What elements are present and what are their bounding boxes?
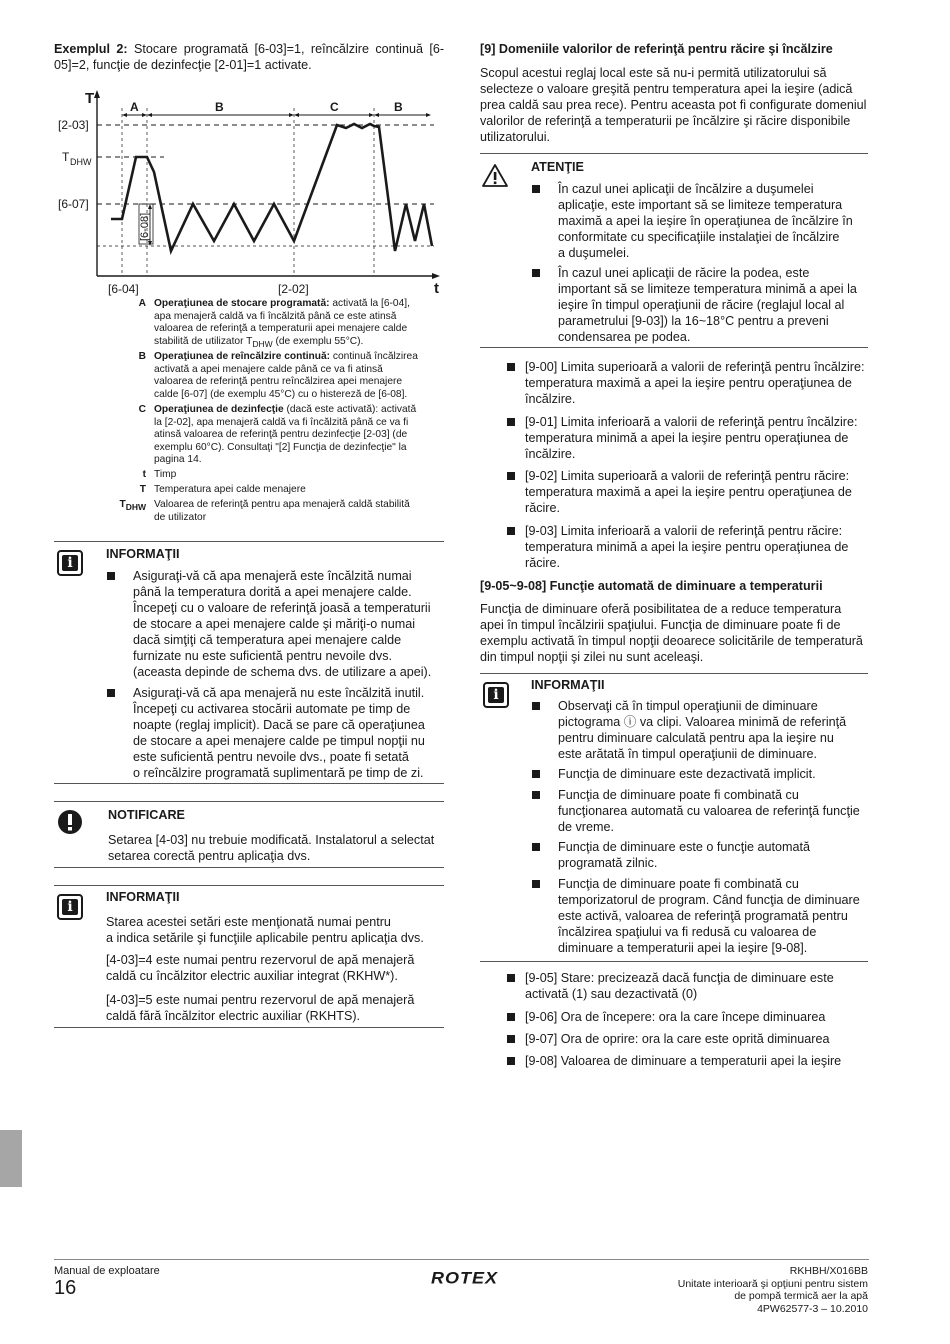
legend-key-tdhw: $T_{DHW}$ xyxy=(119,499,146,513)
section-9-05-intro: Funcţia de diminuare oferă posibilitatea de a reduce temperatura apei în timpul încălzirii spaţiului. Funcţia de diminuare poate fi de exemplu activată în timpul nopţii deoarece solicitările de temperatură din timpul nopţii şi zilei nu sunt aceleaşi. xyxy=(480,602,863,664)
legend-key-b: B xyxy=(138,351,146,362)
info3-bullet-5: Funcţia de diminuare poate fi combinată cu temporizatorul de program. Când funcţia de diminuare este activă, valoarea de referinţă programată pentru încălzirea spaţiului va fi redusă cu valoarea de diminuare a temperaturii apei la ieşire [9-08]. xyxy=(558,877,860,955)
section-9-05-heading: [9-05~9-08] Funcţie automată de diminuare a temperaturii xyxy=(480,579,823,593)
info2-paragraph-3: [4-03]=5 este numai pentru rezervorul de apă menajeră caldă fără încălzitor electric auxiliar (RKHTS). xyxy=(106,993,415,1023)
setting-9-05: [9-05] Stare: precizează dacă funcţia de diminuare este activată (1) sau dezactivată (0) xyxy=(525,971,834,1001)
label-6-07: [6-07] xyxy=(58,197,89,211)
info3-bullet-2: Funcţia de diminuare este dezactivată implicit. xyxy=(558,767,816,781)
limit-9-02: [9-02] Limita superioară a valorii de referinţă pentru răcire: temperatura maximă a apei la ieşire pentru operaţiunea de răcire. xyxy=(525,469,852,515)
example-label: Exemplul 2: xyxy=(54,42,128,56)
info3-bullet-1: Observaţi că în timpul operaţiunii de diminuare pictograma ⓘ va clipi. Valoarea minimă de referinţă pentru diminuare calculată pentru apa la ieşire nu este arătată în timpul operaţiunii de diminuare. xyxy=(558,699,847,761)
limit-9-00: [9-00] Limita superioară a valorii de referinţă pentru încălzire: temperatura maximă a apei la ieşire pentru operaţiunea de încălzire. xyxy=(525,360,865,406)
label-6-08: [6-08] xyxy=(139,212,151,241)
caution-bullet-2: În cazul unei aplicaţii de răcire la podea, este important să se limiteze temperatura minimă a apei la ieşire în timpul operaţiunii de răcire (reglajul local al parametrului [9-03]) la 16~18°C pentru a preveni condensarea pe podea. xyxy=(558,266,857,344)
example-paragraph xyxy=(54,41,444,73)
segment-c: C xyxy=(330,100,339,114)
notice-title: NOTIFICARE xyxy=(108,808,185,822)
info2-paragraph-2: [4-03]=4 este numai pentru rezervorul de apă menajeră caldă cu încălzitor electric auxiliar integrat (RKHW*). xyxy=(106,953,415,983)
legend-item-c: Operaţiunea de dezinfecţie (dacă este activată): activată la [2-02], apa menajeră caldă va fi încălzită până ce va fi atinsă valoarea de referinţă pentru dezinfecţie [2-03] (de exemplu 60°C). Consultaţi "[2] Funcţia de dezinfecţie" la pagina 14. xyxy=(154,404,417,466)
example-text: Stocare programată [6-03]=1, reîncălzire continuă [6-05]=2, funcţie de dezinfecţie [2-01]=1 activate. xyxy=(54,42,445,72)
info1-title: INFORMAŢII xyxy=(106,547,180,561)
setting-9-08: [9-08] Valoarea de diminuare a temperaturii apei la ieşire xyxy=(525,1054,842,1068)
diagram-legend xyxy=(112,298,452,526)
section-9-intro: Scopul acestui reglaj local este să nu-i permită utilizatorului să selecteze o valoare greşită pentru temperatura apei la ieşire (adică prea caldă sau prea rece). Pentru aceasta pot fi configurate domeniul valorilor de referinţă a temperaturii pe încălzire şi răcire disponibile utilizatorului. xyxy=(480,66,867,144)
info-icon: i xyxy=(57,894,83,920)
info3-bullet-4: Funcţia de diminuare este o funcţie automată programată zilnic. xyxy=(558,840,811,870)
limit-9-03: [9-03] Limita inferioară a valorii de referinţă pentru răcire: temperatura minimă a apei la ieşire pentru operaţiunea de răcire. xyxy=(525,524,849,570)
rotex-logo: ROTEX xyxy=(431,1269,499,1288)
segment-b2: B xyxy=(394,100,403,114)
section-9-heading: [9] Domeniile valorilor de referinţă pentru răcire şi încălzire xyxy=(480,42,833,56)
footer-right: RKHBH/X016BB Unitate interioară şi opţiuni pentru sistem de pompă termică aer la apă 4PW62577-3 – 10.2010 xyxy=(677,1265,868,1315)
info3-bullet-3: Funcţia de diminuare poate fi combinată cu funcţionarea automată cu valoarea de referinţă funcţie de vreme. xyxy=(558,788,860,834)
setting-9-06: [9-06] Ora de începere: ora la care începe diminuarea xyxy=(525,1010,826,1024)
info2-paragraph-1: Starea acestei setări este menţionată numai pentru a indica setările şi funcţiile aplicabile pentru aplicaţia dvs. xyxy=(106,915,424,945)
temperature-curve xyxy=(111,124,432,251)
caution-triangle-icon xyxy=(481,163,509,188)
legend-item-b: Operaţiunea de reîncălzire continuă: continuă încălzirea activată a apei menajere calde până ce va fi atinsă valoarea de referinţă pentru reîncălzirea apei menajere calde [6-07] (de exemplu 45°C) cu o histereză de [6-08]. xyxy=(154,351,418,400)
legend-item-tdhw: Valoarea de referinţă pentru apa menajeră caldă stabilită de utilizator xyxy=(154,499,410,523)
warning-exclamation-icon xyxy=(57,809,83,835)
label-2-03: [2-03] xyxy=(58,118,89,132)
info1-bullet-1: Asiguraţi-vă că apa menajeră este încălzită numai până la temperatura dorită a apei menajere calde. Începeţi cu o valoare de referinţă joasă a temperaturii de stocare a apei menajere calde şi măriţi-o numai dacă simţiţi că temperatura apei menajere calde furnizate nu este suficientă pentru nevoile dvs. (aceasta depinde de schema dvs. de utilizare a apei). xyxy=(133,569,432,679)
legend-item-a: Operaţiunea de stocare programată: activată la [6-04], apa menajeră caldă va fi încălzită până ce este atinsă valoarea de referinţă a temperaturii apei menajere calde stabilită de utilizator $T_{DHW}$ (de exemplu 55°C). xyxy=(154,298,410,349)
legend-item-t: Timp xyxy=(154,469,177,480)
label-dhw: DHW xyxy=(70,157,92,167)
label-6-04: [6-04] xyxy=(108,282,139,296)
info1-bullet-2: Asiguraţi-vă că apa menajeră nu este încălzită inutil. Începeţi cu activarea stocării automate pe timp de noapte (reglaj implicit). Dacă se pare că operaţiunea de stocare a apei menajere calde pe timpul nopţii nu este suficientă pentru nevoile dvs., poate fi setată o reîncălzire programată suplimentară pe timp de zi. xyxy=(133,686,425,780)
segment-b: B xyxy=(215,100,224,114)
segment-a: A xyxy=(130,100,139,114)
info-icon: i xyxy=(57,550,83,576)
legend-key-T: T xyxy=(139,484,146,495)
footer-manual-title: Manual de exploatare xyxy=(54,1265,160,1277)
caution-bullet-1: În cazul unei aplicaţii de încălzire a duşumelei aplicaţie, este important să se limiteze temperatura maximă a apei la ieşire în operaţiunea de încălzire în conformitate cu specificaţiile instalaţiei de încălzire a duşumelei. xyxy=(558,182,853,260)
legend-key-c: C xyxy=(138,404,146,415)
caution-title: ATENŢIE xyxy=(531,160,584,174)
page-edge-tab xyxy=(0,1130,22,1187)
limit-9-01: [9-01] Limita inferioară a valorii de referinţă pentru încălzire: temperatura minimă a apei la ieşire pentru operaţiunea de încălzire. xyxy=(525,415,858,461)
legend-item-T: Temperatura apei calde menajere xyxy=(154,484,306,495)
x-axis-label: t xyxy=(434,280,439,297)
info2-title: INFORMAŢII xyxy=(106,890,180,904)
legend-key-a: A xyxy=(138,298,146,309)
notice-text: Setarea [4-03] nu trebuie modificată. Instalatorul a selectat setarea corectă pentru aplicaţia dvs. xyxy=(108,833,435,863)
y-axis-label: T xyxy=(85,90,95,107)
label-2-02: [2-02] xyxy=(278,282,309,296)
label-t: T xyxy=(62,150,70,164)
info3-title: INFORMAŢII xyxy=(531,678,605,692)
legend-key-t: t xyxy=(142,469,146,480)
page-number: 16 xyxy=(54,1277,77,1299)
dhw-temperature-diagram xyxy=(54,86,454,298)
info-icon: i xyxy=(483,682,509,708)
setting-9-07: [9-07] Ora de oprire: ora la care este oprită diminuarea xyxy=(525,1032,830,1046)
